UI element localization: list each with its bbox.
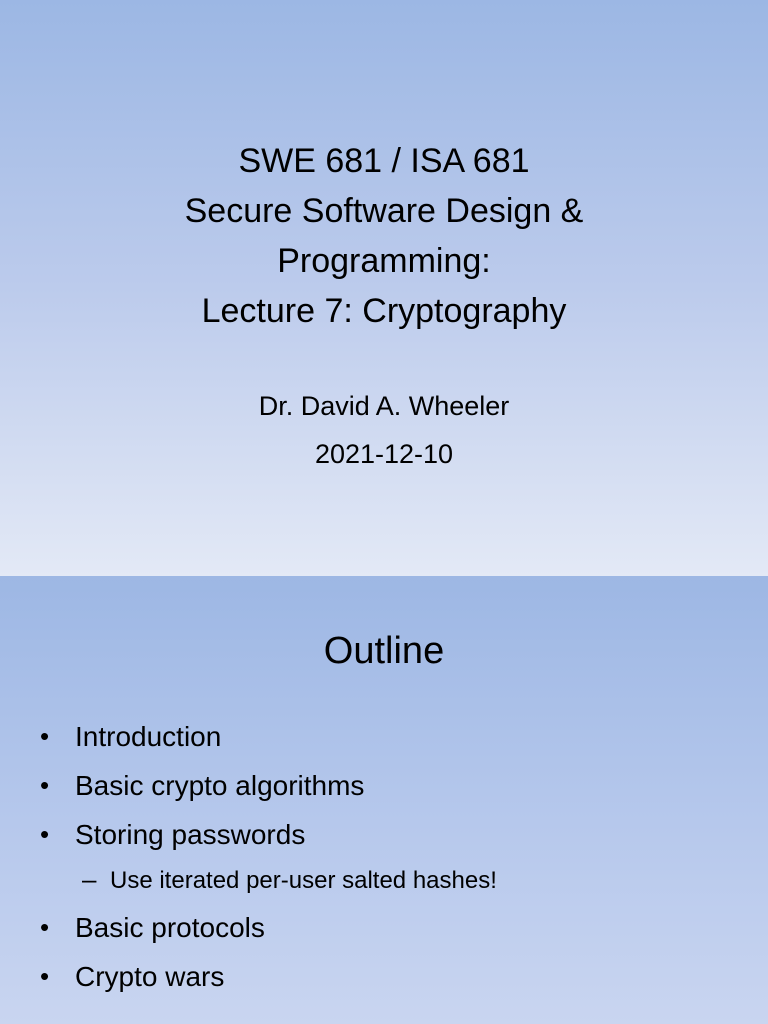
bullet-icon: • — [40, 912, 50, 942]
list-item — [0, 952, 768, 1001]
outline-title: Outline — [323, 630, 445, 672]
outline-list — [0, 712, 768, 1001]
bullet-icon: • — [40, 819, 50, 849]
slide-title — [0, 136, 768, 336]
list-item-text: Basic protocols — [75, 912, 265, 943]
list-item-text: Introduction — [75, 721, 222, 752]
list-item — [0, 712, 768, 761]
slide-subtitle — [0, 382, 768, 478]
author-name: Dr. David A. Wheeler — [258, 391, 510, 421]
list-item — [0, 761, 768, 810]
list-item-text: Crypto wars — [75, 961, 225, 992]
title-line-course: SWE 681 / ISA 681 — [238, 142, 530, 180]
bullet-icon: • — [40, 961, 50, 991]
dash-icon: – — [82, 864, 97, 894]
list-item-text: Storing passwords — [75, 819, 306, 850]
title-line-name-2: Programming: — [277, 242, 491, 280]
sub-list-item-text: Use iterated per-user salted hashes! — [110, 867, 497, 894]
title-line-lecture: Lecture 7: Cryptography — [201, 292, 567, 330]
list-item-text: Basic crypto algorithms — [75, 770, 365, 801]
bullet-icon: • — [40, 721, 50, 751]
presentation-date: 2021-12-10 — [314, 439, 454, 469]
bullet-icon: • — [40, 770, 50, 800]
sub-list-item — [0, 859, 768, 903]
title-line-name-1: Secure Software Design & — [184, 192, 584, 230]
list-item — [0, 903, 768, 952]
outline-slide — [0, 576, 768, 1024]
list-item — [0, 810, 768, 859]
